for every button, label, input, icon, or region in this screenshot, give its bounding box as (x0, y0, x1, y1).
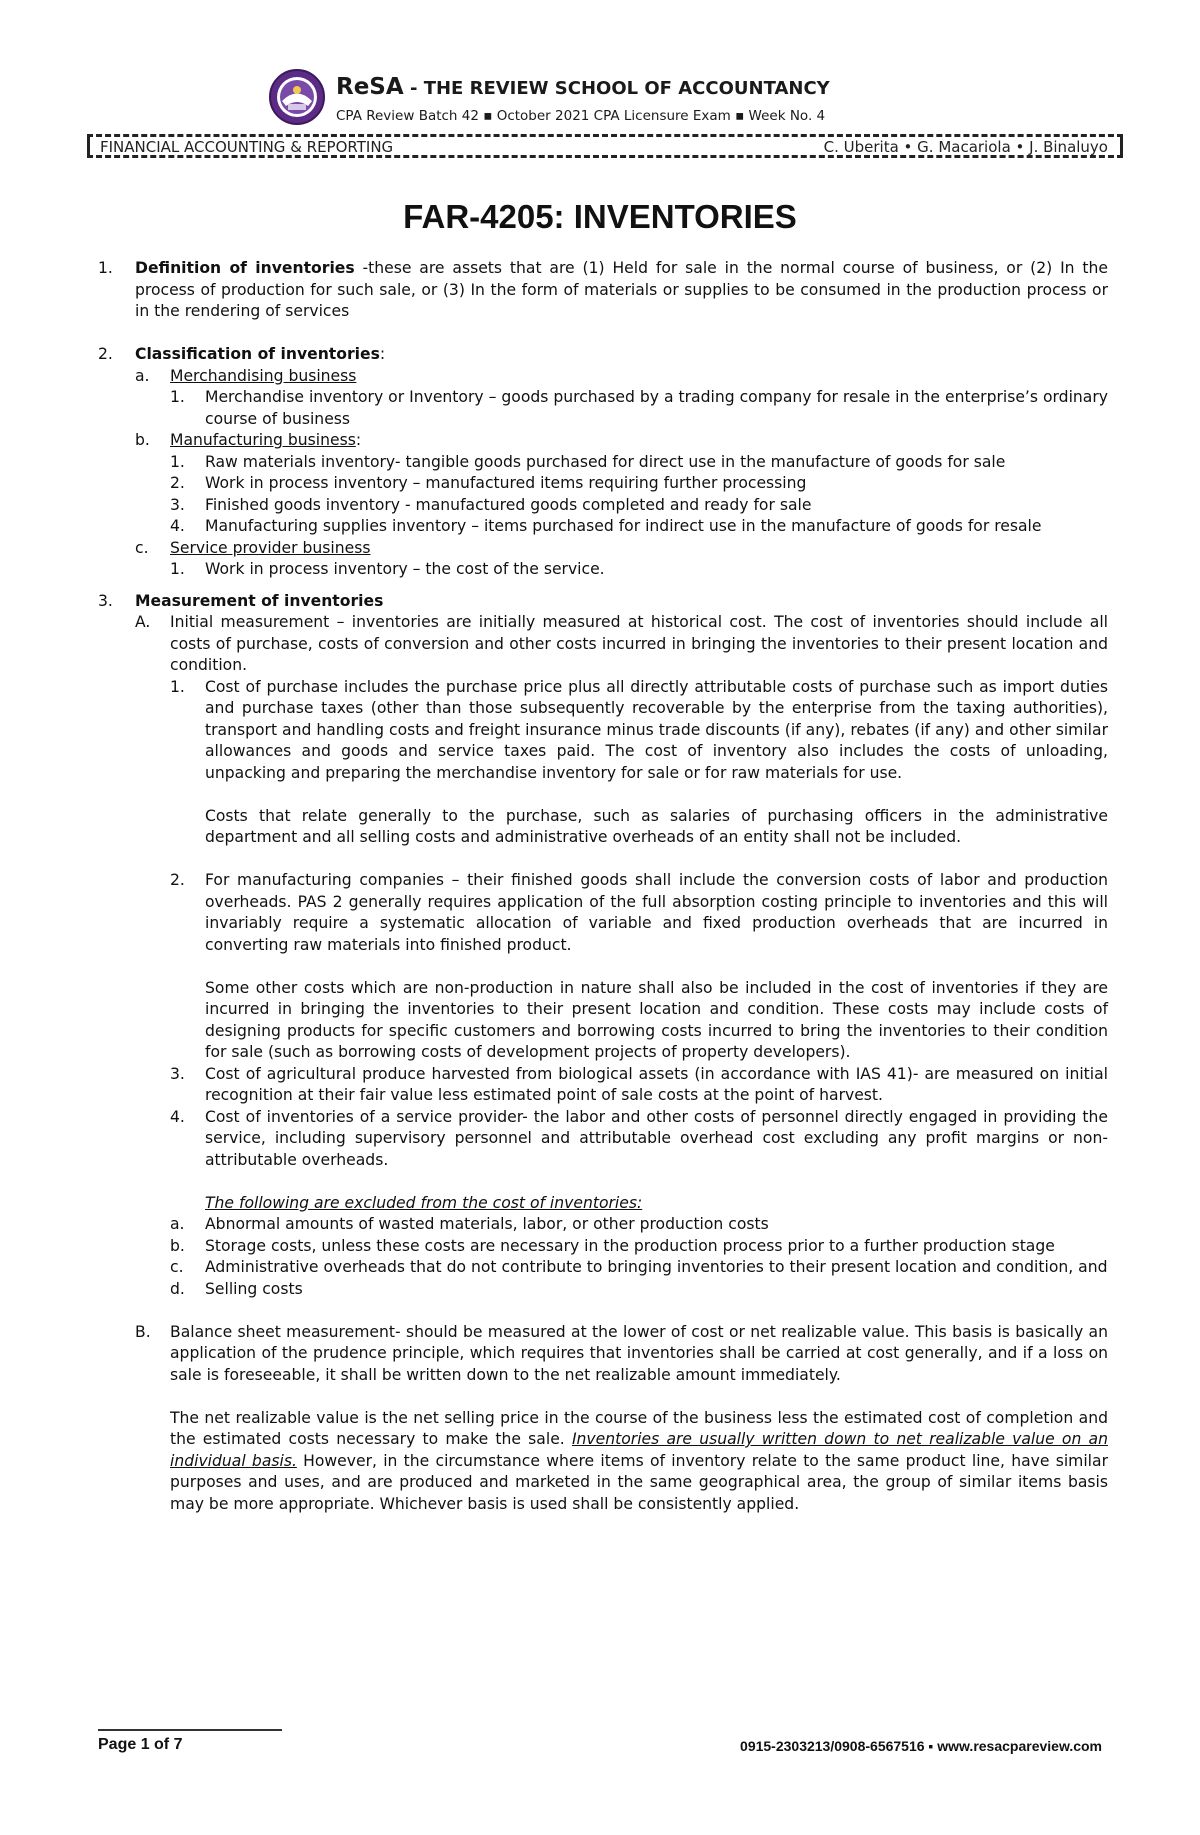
section-number: 2. (98, 345, 113, 363)
subsection-label: Service provider business (170, 538, 371, 557)
subject-label: FINANCIAL ACCOUNTING & REPORTING (100, 138, 394, 156)
page-number: Page 1 of 7 (98, 1736, 183, 1753)
subsection-label: Merchandising business (170, 366, 357, 385)
excluded-item: c. Administrative overheads that do not contribute to bringing inventories to their present location and condition, and (170, 1258, 1108, 1276)
section-text: -these are assets that are (1) Held for sale in the normal course of business, or (2) In the process of production for such sale, or (3) In the form of materials or supplies to be consumed in the production process or in the rendering of services (135, 259, 1108, 320)
section-heading: Definition of inventories (135, 259, 355, 277)
section-definition (98, 258, 1108, 323)
list-item: 1. Raw materials inventory- tangible goods purchased for direct use in the manufacture of goods for sale (170, 452, 1006, 471)
list-item: 3. Finished goods inventory - manufactured goods completed and ready for sale (170, 495, 812, 514)
subsection-initial-measurement: A. Initial measurement – inventories are initially measured at historical cost. The cost of inventories should include all costs of purchase, costs of conversion and other costs incurred in bringing the inventories to their present location and condition. (135, 613, 1108, 674)
document-body (98, 258, 1108, 1515)
section-measurement (98, 591, 1108, 613)
list-item: 1. Merchandise inventory or Inventory – goods purchased by a trading company for resale in the enterprise’s ordinary course of business (170, 388, 1108, 428)
authors-label: C. Uberita • G. Macariola • J. Binaluyo (823, 138, 1108, 156)
emphasis-text: Inventories are usually written down to net realizable value on an individual basis. (170, 1430, 1108, 1470)
letterhead (268, 68, 968, 132)
subsection-label: Manufacturing business (170, 431, 356, 449)
section-classification: 2. Classification of inventories: (98, 344, 1108, 366)
section-heading: Measurement of inventories (135, 591, 384, 610)
section-number: 1. (98, 259, 113, 277)
subsection-merchandising: a. Merchandising business (135, 366, 357, 385)
list-item: 1. Cost of purchase includes the purchase price plus all directly attributable costs of purchase such as import duties and purchase taxes (other than those subsequently recoverable by the enterprise from the taxing authorities), transport and handling costs and freight insurance minus trade discounts (if any), rebates (if any) and other similar allowances and goods and service taxes paid. The cost of inventory also includes the costs of unloading, unpacking and preparing the merchandise inventory for sale or for raw materials for use. (170, 677, 1108, 782)
list-item: 3. Cost of agricultural produce harvested from biological assets (in accordance with IAS 41)- are measured on initial recognition at their fair value less estimated point of sale costs at the point of harvest. (170, 1064, 1108, 1104)
excluded-item: a. Abnormal amounts of wasted materials, labor, or other production costs (170, 1215, 769, 1233)
subject-banner (87, 134, 1123, 158)
subsection-manufacturing: b. Manufacturing business: (135, 431, 362, 449)
excluded-item: b. Storage costs, unless these costs are necessary in the production process prior to a further production stage (170, 1236, 1055, 1255)
section-number: 3. (98, 591, 113, 610)
excluded-item: d. Selling costs (170, 1279, 303, 1298)
list-item: 2. Work in process inventory – manufactured items requiring further processing (170, 474, 807, 492)
list-item: 1. Work in process inventory – the cost of the service. (170, 560, 605, 578)
subsection-service: c. Service provider business (135, 538, 371, 557)
school-name: ReSA - THE REVIEW SCHOOL OF ACCOUNTANCY (336, 74, 830, 100)
paragraph: Costs that relate generally to the purchase, such as salaries of purchasing officers in the administrative department and all selling costs and administrative overheads of an entity shall not be included. (205, 806, 1108, 846)
paragraph: Some other costs which are non-production in nature shall also be included in the cost of inventories if they are incurred in bringing the inventories to their present location and condition. These costs may include costs of designing products for specific customers and borrowing costs incurred to bring the inventories to their condition for sale (such as borrowing costs of development projects of property developers). (205, 978, 1108, 1061)
resa-logo-icon (268, 68, 326, 126)
paragraph-nrv: The net realizable value is the net selling price in the course of the business less the estimated cost of completion and the estimated costs necessary to make the sale. Inventories are usually written down to net realizable value on an individual basis. However, in the circumstance where items of inventory relate to the same product line, have similar purposes and uses, and are produced and marketed in the same geographical area, the group of similar items basis may be more appropriate. Whichever basis is used shall be consistently applied. (170, 1408, 1108, 1513)
subsection-balance-sheet: B. Balance sheet measurement- should be measured at the lower of cost or net realizable value. This basis is basically an application of the prudence principle, which requires that inventories shall be carried at cost generally, and if a loss on sale is foreseeable, it shall be written down to the net realizable amount immediately. (135, 1322, 1108, 1384)
list-item: 2. For manufacturing companies – their finished goods shall include the conversion costs of labor and production overheads. PAS 2 generally requires application of the full absorption costing principle to inventories and this will invariably require a systematic allocation of variable and fixed production overheads that are incurred in converting raw materials into finished product. (170, 871, 1108, 954)
list-item: 4. Cost of inventories of a service provider- the labor and other costs of personnel directly engaged in providing the service, including supervisory personnel and attributable overhead cost excluding any profit margins or non-attributable overheads. (170, 1107, 1108, 1169)
section-heading: Classification of inventories (135, 345, 380, 363)
footer-contact: 0915-2303213/0908-6567516 ▪ www.resacpareview.com (740, 1738, 1102, 1754)
excluded-heading: The following are excluded from the cost of inventories: (205, 1193, 643, 1212)
footer-rule (98, 1729, 282, 1731)
list-item: 4. Manufacturing supplies inventory – items purchased for indirect use in the manufacture of goods for resale (170, 517, 1042, 535)
batch-line: CPA Review Batch 42 ▪ October 2021 CPA Licensure Exam ▪ Week No. 4 (336, 108, 826, 124)
document-title: FAR-4205: INVENTORIES (403, 198, 797, 235)
